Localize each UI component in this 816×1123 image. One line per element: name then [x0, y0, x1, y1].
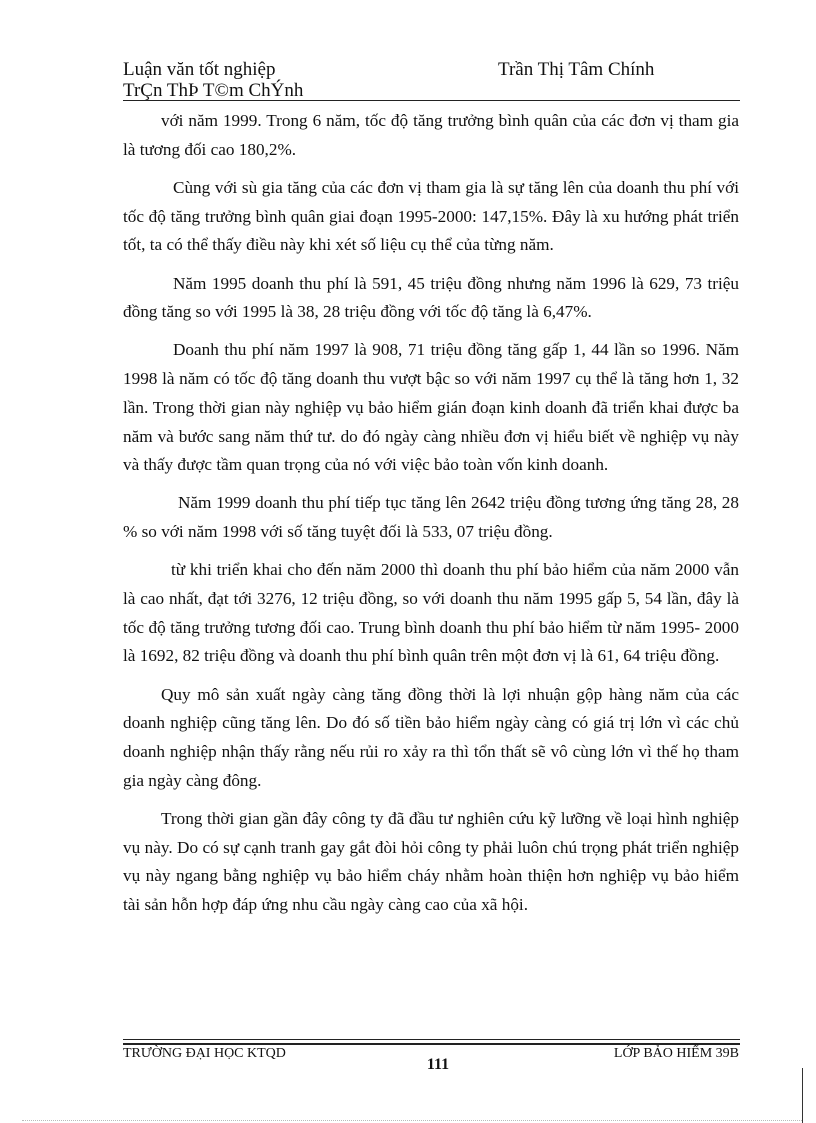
footer-rule-thin — [123, 1039, 740, 1040]
paragraph-1: với năm 1999. Trong 6 năm, tốc độ tăng trưởng bình quân của các đơn vị tham gia là tương đối cao 180,2%. — [123, 111, 739, 159]
paragraph-6: từ khi triển khai cho đến năm 2000 thì doanh thu phí bảo hiểm của năm 2000 vẫn là cao nhất, đạt tới 3276, 12 triệu đồng, so với doanh thu năm 1995 gấp 5, 54 lần, đây là tốc độ tăng trưởng tương đối cao. Trung bình doanh thu phí bảo hiểm từ năm 1995- 2000 là 1692, 82 triệu đồng và doanh thu phí bình quân trên một đơn vị là 61, 64 triệu đồng. — [123, 560, 739, 666]
paragraph-8: Trong thời gian gần đây công ty đã đầu tư nghiên cứu kỹ lưỡng về loại hình nghiệp vụ này. Do có sự cạnh tranh gay gắt đòi hỏi công ty phải luôn chú trọng phát triển nghiệp vụ này ngang bằng nghiệp vụ bảo hiểm cháy nhằm hoàn thiện hơn nghiệp vụ bảo hiểm tài sản hỗn hợp đáp ứng nhu cầu ngày càng cao của xã hội. — [123, 808, 739, 915]
body-text — [123, 107, 739, 929]
header-rule — [123, 100, 740, 101]
page-number: 111 — [426, 1056, 450, 1073]
paragraph-2: Cùng với sù gia tăng của các đơn vị tham gia là sự tăng lên của doanh thu phí với tốc độ tăng trưởng bình quân giai đoạn 1995-2000: 147,15%. Đây là xu hướng phát triển tốt, ta có thể thấy điều này khi xét số liệu cụ thể của từng năm. — [123, 177, 739, 255]
paragraph-3: Năm 1995 doanh thu phí là 591, 45 triệu đồng nhưng năm 1996 là 629, 73 triệu đồng tăng so với 1995 là 38, 28 triệu đồng với tốc độ tăng là 6,47%. — [123, 273, 739, 322]
paragraph-5: Năm 1999 doanh thu phí tiếp tục tăng lên 2642 triệu đồng tương ứng tăng 28, 28 % so với năm 1998 với số tăng tuyệt đối là 533, 07 triệu đồng. — [123, 493, 739, 542]
header-author: Trần Thị Tâm Chính — [498, 59, 655, 80]
header-author-garbled: TrÇn ThÞ T©m ChÝnh — [123, 80, 304, 101]
paragraph-4: Doanh thu phí năm 1997 là 908, 71 triệu đồng tăng gấp 1, 44 lần so 1996. Năm 1998 là năm có tốc độ tăng doanh thu vượt bậc so với năm 1997 cụ thể là tăng hơn 1, 32 lần. Trong thời gian này nghiệp vụ bảo hiểm gián đoạn kinh doanh đã triển khai được ba năm và bước sang năm thứ tư. do đó ngày càng nhiều đơn vị hiểu biết về nghiệp vụ này và thấy được tầm quan trọng của nó với việc bảo toàn vốn kinh doanh. — [123, 340, 739, 475]
footer-vertical-line — [802, 1068, 803, 1123]
page-bottom-dotted-line — [22, 1120, 802, 1121]
paragraph-7: Quy mô sản xuất ngày càng tăng đồng thời là lợi nhuận gộp hàng năm của các doanh nghiệp cũng tăng lên. Do đó số tiền bảo hiểm ngày càng có giá trị lớn vì các chủ doanh nghiệp nhận thấy rằng nếu rủi ro xảy ra thì tổn thất sẽ vô cùng lớn vì thế họ tham gia ngày càng đông. — [123, 684, 739, 790]
header-title: Luận văn tốt nghiệp — [123, 59, 276, 80]
footer-class: LỚP BẢO HIỂM 39B — [613, 1046, 739, 1061]
footer-school: TRƯỜNG ĐẠI HỌC KTQD — [123, 1046, 286, 1061]
